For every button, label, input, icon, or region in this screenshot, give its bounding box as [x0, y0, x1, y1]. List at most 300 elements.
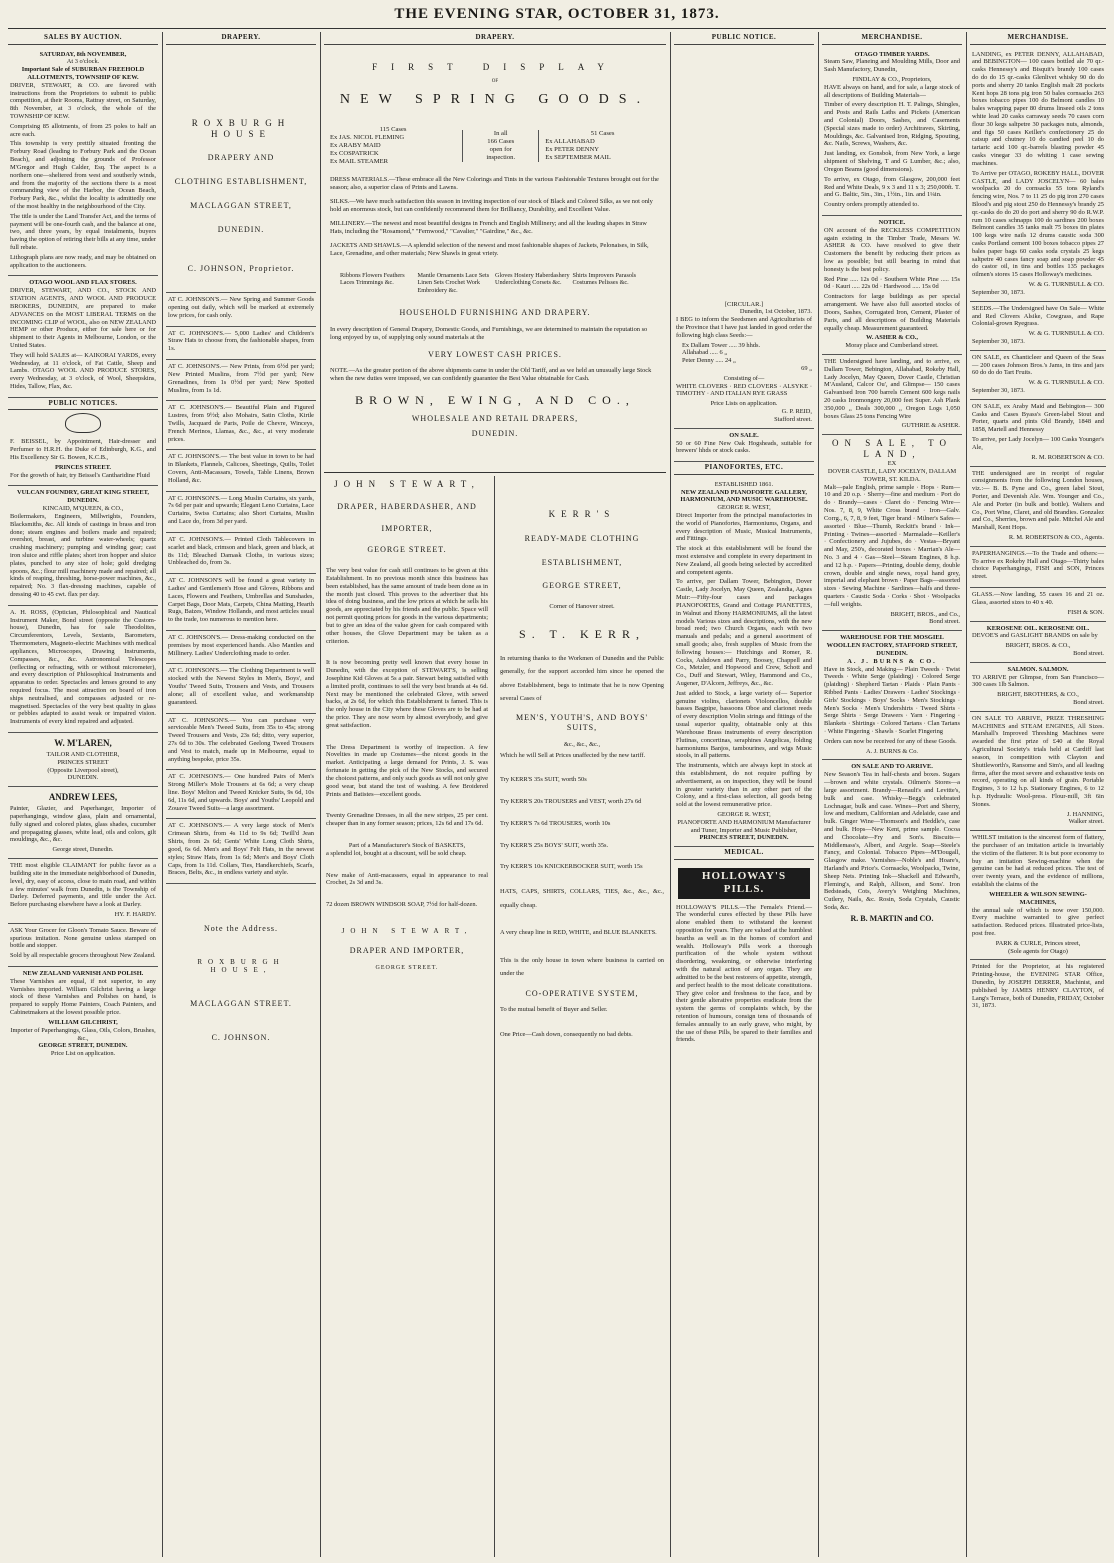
- ad-body: It is now becoming pretty well known that every house in Dunedin, with the exception of STEWART'S, is selling Josephine Kid Gloves at 5s a pair. Stewart being satisfied with a limited profit, continues to sell the very best brands at 4s 6d. Next may be mentioned the celebrated Glove, with sewed backs, at 2s 6d, for which this Establishment is famed. This is the only house in the City where these Gloves are to be had at the price. They are now worn by almost everybody, and give great satisfaction.: [326, 659, 488, 729]
- ad-firm: A. J. BURNS & CO.: [847, 657, 937, 665]
- johnson-item: [166, 293, 316, 326]
- ad-body: This is the only house in town where business is carried on under the: [500, 956, 664, 978]
- section-header: MERCHANDISE.: [822, 32, 962, 45]
- shipment-cell: open for: [489, 145, 512, 153]
- ad-sub: Consisting of—: [723, 374, 765, 382]
- ad-body: AT C. JOHNSON'S.— The Clothing Department is well stocked with the Newest Styles in Men's, Boys', and Youths' Tweed Suits, Trousers and Vests, and Trousers alone; all of excellent value, and workmanship guaranteed.: [168, 667, 314, 706]
- section-header: SALES BY AUCTION.: [8, 32, 158, 45]
- ad-body: To arrive, ex Otago, from Glasgow, 200,000 feet Red and White Deals, 9 x 3 and 11 x 3; 250,000ft. T. and G. Baltic, 5in., 3in., 1½in., 1in. and 1¼in.: [824, 175, 960, 199]
- ad-body: New make of Anti-macassers, equal in appearance to real Crochet, 2s 3d and 3s.: [326, 871, 488, 887]
- timber-overflow-space: [674, 48, 814, 298]
- ad-sub: ESTABLISHED 1861.: [714, 480, 774, 488]
- ad-town: DUNEDIN.: [67, 774, 99, 782]
- ad-sub: READY-MADE CLOTHING: [524, 533, 640, 543]
- ad-body: Lithograph plans are now ready, and may be obtained on application to the auctioneers.: [10, 253, 156, 269]
- section-header: PIANOFORTES, ETC.: [674, 462, 814, 475]
- seed-list: [682, 342, 812, 373]
- johnson-item: [166, 770, 316, 819]
- ad-body: AT C. JOHNSON'S will be found a great variety in Ladies' and Gentlemen's Hose and Gloves, Ribbons and Laces, Flowers and Feathers, Umbrellas and Sunshades, Carpet Bags, Door Mats, Carpets, China Matting, Hearth Rugs, Baizes, Window Hollands, and most articles usual to the trade, too numerous to mention here.: [168, 577, 314, 624]
- column-kerr: [498, 476, 666, 1557]
- ad-body: WHILST imitation is the sincerest form of flattery, the purchaser of an imitation article is invariably the victim of the flatterer. It is but poor economy to buy an imitation Sewing-machine when the genuine can be had at reduced prices. The test of over twenty years, and the evidence of millions, establish the claims of the: [972, 834, 1104, 889]
- shipment-cell: Ex MAIL STEAMER: [330, 157, 388, 165]
- ad-kerosene: [970, 622, 1106, 663]
- ad-robertson-agents: [970, 467, 1106, 547]
- johnson-item: [166, 492, 316, 533]
- shipment-cell: 115 Cases: [379, 125, 407, 133]
- ad-body: ON SALE, ex Araby Maid and Bebington— 300 Casks and Cases Byass's Green-label Stout and Porter, quarts and pints Old Brandy, 1848 and 1858, Martell and Hennessy: [972, 402, 1104, 434]
- ad-body: Timber of every description H. T. Palings, Shingles, and Posts and Rails Laths and Pickets (American and Colonial) Doors, Sashes, and Casements (Special sizes made to order) Architraves, Skirting, Mouldings, &c. Galvanised Iron, Ridging, Spouting, &c. Nails, Screws, Washers, &c.: [824, 101, 960, 148]
- ad-body: One Price—Cash down, consequently no bad debts.: [500, 1031, 633, 1039]
- ad-street: PRINCES STREET: [57, 758, 109, 766]
- column-rule: [818, 32, 819, 1557]
- ad-title: OTAGO WOOL AND FLAX STORES.: [29, 279, 137, 287]
- ad-robertson-stout: [970, 400, 1106, 467]
- column-rule: [670, 32, 671, 1557]
- ad-kew-allotments: [8, 48, 158, 277]
- column-rule: [494, 476, 495, 1557]
- ad-body: THE Undersigned have landing, and to arrive, ex Dallam Tower, Bebington, Allahabad, Rokeby Hall, Lady Jocelyn, May Queen, Dover Castle, Christian M'Ausland, Calcor Ou', and Glimpse— 150 cases Galvanised Iron 700 barrels Cement 600 kegs nails 20 casks Ironmongery 20,000 feet Super. Ash Plank 350,000 ,, Deals 300,000 ,, Oregon Logs 1,050 boxes Glass 25 tons Fencing Wire: [824, 357, 960, 420]
- ad-title: OTAGO TIMBER YARDS.: [854, 50, 930, 58]
- ad-body: SILKS.—We have much satisfaction this season in inviting inspection of our stock of Black and Colored Silks, as we not only hold an enormous stock, but can confidently recommend them for Brilliancy, Durability, and Excellent Value.: [330, 197, 653, 213]
- ad-firm: GEORGE R. WEST,: [717, 504, 771, 512]
- ad-sign: GEORGE R. WEST,: [717, 811, 771, 818]
- ad-sign: DRAPER AND IMPORTER,: [349, 945, 465, 955]
- ad-turnbull-landing: [970, 48, 1106, 302]
- ad-sub: EX: [887, 460, 897, 468]
- ad-hogsheads: [674, 429, 814, 462]
- ad-body: the annual sale of which is now over 150,000. Every machine warranted to give perfect satisfaction. Reduced prices. Illustrated price-lists, post free.: [972, 906, 1104, 937]
- ad-ross-optician: [8, 606, 158, 733]
- ad-street: Stafford street.: [774, 415, 812, 423]
- ad-andrew-lees: [8, 787, 158, 859]
- ad-street: Moray place and Cumberland street.: [845, 342, 939, 350]
- ad-body: Comprising 85 allotments, of from 25 poles to half an acre each.: [10, 122, 156, 138]
- ad-body: Twenty Grenadine Dresses, in all the new stripes, 25 per cent. cheaper than in any former season; prices, 12s 6d and 17s 6d.: [326, 812, 488, 828]
- ad-body: Boilermakers, Engineers, Millwrights, Founders, Blacksmiths, &c. All kinds of castings in brass and iron done; steam engines and boilers made and repaired; overshot, breast, and turbine water-wheels; quartz crushing machinery; pumping and winding gear; cast iron sluice and riffle plates; short iron hopper and sluice plates, punched to any size of hole; gold dredging spoons, &c.; flour mill machinery made and repaired; all kinds of reaping, threshing, horse-power machines, &c., repaired; No. 3 flax-dressing machines, capable of dressing 40 to 45 cwt. flax per day.: [10, 512, 156, 598]
- ad-varnish: [8, 967, 158, 1062]
- ad-date: September 30, 1873.: [972, 387, 1025, 395]
- ad-time: At 3 o'clock.: [66, 58, 100, 66]
- ad-title: NEW SPRING GOODS.: [339, 91, 651, 107]
- ad-body: DRIVER, STEWART, & CO. are favored with instructions from the Proprietors to submit to public competition, at their Rooms, Rattray street, on Saturday, 8th November, at 3 o'clock, the whole of the TOWNSHIP OF KEW.: [10, 81, 156, 121]
- ad-sub: GEORGE STREET.: [367, 545, 447, 555]
- ad-body: Direct Importer from the principal manufactories in the world of Pianofortes, Harmoniums, Organs, and every description of Music, Musical Instruments, and Fittings.: [676, 511, 812, 543]
- ad-body: Just added to Stock, a large variety of— Superior genuine violins, clarionets Violoncellos, double basses Bagpipe, bassoons Oboe and clarionet reeds of every description Violin strings and fittings of the usual superior quality, obtainable only at this Warehouse Brass instruments of every description Flutinas, concertinas, seraphines Angelicas, folding harmoniums Banjos, tambourines, and wigs Music stools, in all patterns.: [676, 689, 812, 760]
- ad-sign: PIANOFORTE AND HARMONIUM Manufacturer and Tuner, Importer and Music Publisher,: [677, 818, 811, 834]
- ad-body: TO ARRIVE per Glimpse, from San Francisco— 300 cases 1lb Salmon.: [972, 673, 1104, 689]
- ad-price-line: Try KERR'S 10s KNICKERBOCKER SUIT, worth 15s: [500, 863, 643, 871]
- seed-row: 69 „: [801, 365, 812, 373]
- ad-body: New Season's Tea in half-chests and boxes. Sugars—brown and white crystals. Oilmen's Stores—a large assortment. Brandy—Renault's and Levitte's, bulk and case. Whisky—Begg's celebrated Lochnagar, bulk and case. Wines—Port and Sherry, low and medium, Californian and Adelaide, case and bulk. Ginger Wine—Thomson's and Heddle's, case and bulk. Hops—New Kent, prime sample. Cocoa and Chocolate—Fry and Son's. Biscuits—Middlemass's, Albert, and Argyle. Soap—Steele's Fancy, and Colonial. Tobacco Pipes—M'Dougall, Glasgow make. Varnishes—Noble's and Hoare's, Harland's and Price's. Cornsacks, Woolpacks, Twine, Sheep Nets. Printing Ink—Shackell and Edward's, Fleming's, and Ralph, Allison, and Sons'. Iron Bedsteads, Cots, Avery's Weighing Machines, Cutlery, Nails, &c. Rosin, Soda Crystals, Caustic Soda, &c.: [824, 771, 960, 912]
- ad-subhead: MEN'S, YOUTH'S, AND BOYS' SUITS,: [516, 713, 648, 733]
- ad-title: SALMON. SALMON.: [1007, 665, 1069, 673]
- ad-body: GLASS.—Now landing, 55 cases 16 and 21 oz. Glass, assorted sizes to 40 x 40.: [972, 591, 1104, 606]
- ad-body: AT C. JOHNSON'S.— Long Muslin Curtains, six yards, 7s 6d per pair and upwards; Elegant Leno Curtains, Lace Curtains, Swiss Curtains; also Short Curtains, Muslin and Lace do, from 3d per yard.: [168, 494, 314, 526]
- column-merchandise-2: [970, 32, 1106, 1557]
- ad-body: The instruments, which are always kept in stock at this establishment, do not require puffing by advertisement, as on inspection, they will be found in greater variety than in any other part of the Colony, and a first-class selection, all goods being sold at the lowest remunerative price.: [676, 762, 812, 809]
- ad-sub: DRAPER, HABERDASHER, AND: [337, 501, 477, 511]
- ad-timber-yards: [822, 48, 962, 216]
- ad-vulcan-foundry: [8, 486, 158, 605]
- ad-body: AT C. JOHNSON'S.— Dress-making conducted on the premises by most experienced hands. Also Mantles and Millinery. Ladies' Underclothing made to order.: [168, 634, 314, 657]
- johnson-item: [166, 631, 316, 664]
- ad-martin-co: [822, 760, 962, 927]
- ad-subhead: HOUSEHOLD FURNISHING AND DRAPERY.: [399, 308, 591, 318]
- ad-holloway: [674, 863, 814, 1050]
- ad-price-line: Try KERR'S 25s BOYS' SUIT, worth 35s.: [500, 841, 609, 849]
- column-rule: [162, 32, 163, 1557]
- ad-sign: C. JOHNSON, Proprietor.: [187, 264, 295, 274]
- ad-sign: HY. F. HARDY.: [114, 910, 156, 918]
- ad-town: DUNEDIN.: [217, 224, 265, 234]
- shipment-cell: Ex PETER DENNY: [545, 145, 600, 153]
- ad-body: ON SALE, ex Chanticleer and Queen of the Seas— 200 cases Johnson Bros.'s Jams, in tins and jars 60 do do do Tart Fruits.: [972, 353, 1104, 377]
- ad-body: Orders can now be received for any of these Goods.: [824, 737, 957, 745]
- ad-street: Bond street.: [1073, 699, 1104, 707]
- ad-body: AT C. JOHNSON'S.— One hundred Pairs of Men's Strong Miller's Mole Trousers at 6s 6d; a very cheap line. Boys' Melton and Tweed Knicker Suits, 9s 6d, 10s 6d, 11s 6d, and upwards. Boys' and Youths' Leopold and Zouave Tweed Suits—a large assortment.: [168, 773, 314, 812]
- seed-row: Allahabad ..... 6 „: [682, 349, 728, 357]
- section-rule: [324, 472, 666, 473]
- ad-body: &c., &c., &c.,: [563, 740, 601, 748]
- ad-address: ROXBURGH HOUSE,: [197, 957, 285, 975]
- ad-sign: R. M. ROBERTSON & CO.: [1031, 453, 1104, 461]
- ad-body: In returning thanks to the Workmen of Dunedin and the Public generally, for the support accorded him since he opened the above Establishment, begs to intimate that he is now Opening several Cases of: [500, 654, 664, 703]
- ad-title: BROWN, EWING, AND CO.,: [355, 392, 635, 407]
- ad-sign: JOHN STEWART,: [341, 927, 473, 936]
- ad-title: Important Sale of SUBURBAN FREEHOLD ALLOTMENTS, TOWNSHIP OF KEW.: [21, 66, 145, 81]
- ad-body: F. BEISSEL, by Appointment, Hair-dresser and Perfumer to H.R.H. the Duke of Edinburgh, K.G., and His Excellency Sir G. Bowen, K.C.B.,: [10, 438, 156, 461]
- ad-sign: J. HANNING,: [1066, 810, 1104, 818]
- ad-body: Which he will Sell at Prices unaffected by the new tariff.: [500, 751, 646, 759]
- ad-sign: FISH & SON.: [1067, 608, 1104, 616]
- ad-asher-notice: [822, 216, 962, 355]
- royal-crest-icon: [65, 413, 101, 433]
- ad-price-line: Try KERR'S 35s SUIT, worth 50s: [500, 776, 587, 784]
- printer-imprint: [970, 960, 1106, 1013]
- column-sales-by-auction: [8, 32, 158, 1557]
- ad-body: HATS, CAPS, SHIRTS, COLLARS, TIES, &c., &c., &c., equally cheap.: [500, 888, 664, 909]
- column-john-stewart: [324, 476, 490, 1557]
- shipment-cell: Ex SEPTEMBER MAIL: [545, 153, 611, 161]
- ad-sub: CLOTHING ESTABLISHMENT,: [174, 177, 308, 187]
- ad-street: Walker street.: [1068, 818, 1104, 826]
- ad-wheeler-wilson: [970, 831, 1106, 960]
- ad-body: AT C. JOHNSON'S.— You can purchase very serviceable Men's Tweed Suits, from 35s to 45s; strong Tweed Trousers and Vests, 23s 6d; ditto, very superior, 27s 6d to 30s. The celebrated Geelong Tweed Trousers and Vest to match, made up in Melbourne, equal to anything bespoke, price 35s.: [168, 716, 314, 763]
- ad-body: NOTE.—As the greater portion of the above shipments came in under the Old Tariff, and as we held an unusually large Stock when the new duties were imposed, we can confidently guarantee the Best Value obtainable for Cash.: [330, 367, 652, 383]
- ad-street: PRINCES STREET, DUNEDIN.: [699, 834, 789, 842]
- section-header: DRAPERY.: [324, 32, 666, 45]
- ad-sub: (Sole agents for Otago): [1008, 947, 1068, 955]
- shipment-cell: 166 Cases: [487, 137, 515, 145]
- ad-street: Bond street.: [929, 618, 960, 626]
- ad-sign: W. & G. TURNBULL & CO.: [1028, 330, 1104, 338]
- ad-sub: GEORGE STREET,: [542, 581, 622, 591]
- ad-sign: G. P. REID,: [781, 408, 812, 416]
- ad-sign: WILLIAM GILCHRIST,: [48, 1018, 118, 1026]
- ad-sub: WHOLESALE AND RETAIL DRAPERS,: [411, 413, 579, 423]
- johnson-item: [166, 574, 316, 631]
- ad-body: To the mutual benefit of Buyer and Seller.: [500, 1006, 608, 1014]
- section-header: MEDICAL.: [674, 847, 814, 860]
- ad-sign: GEORGE STREET.: [375, 965, 439, 972]
- ad-subhead: VERY LOWEST CASH PRICES.: [428, 349, 562, 359]
- ad-sign: C. JOHNSON.: [211, 1032, 271, 1042]
- ad-salmon: [970, 663, 1106, 712]
- ad-body: SEEDS.—The Undersigned have On Sale— White and Red Clovers Alsike, Cowgrass, and Rape Colonial-grown Ryegrass.: [972, 304, 1104, 328]
- ad-sub: Price List on application.: [50, 1050, 116, 1058]
- ad-sub: OF: [491, 78, 499, 84]
- ad-kerr: [498, 476, 666, 1048]
- shipment-cell: Ex JAS. NICOL FLEMING: [330, 133, 405, 141]
- ad-body: AT C. JOHNSON'S.— New Spring and Summer Goods opening out daily, which will be marked at extremely low prices, for cash only.: [168, 296, 314, 319]
- ad-firm: FINDLAY & CO., Proprietors,: [852, 75, 932, 83]
- ad-date: Dunedin, 1st October, 1873.: [739, 308, 812, 316]
- ad-street: GEORGE STREET, DUNEDIN.: [38, 1042, 128, 1050]
- ad-price-line: Try KERR'S 7s 6d TROUSERS, worth 10s: [500, 819, 611, 827]
- ad-body: Just landing, ex Gonsbok, from New York, a large shipment of Shelving, T and G Lumber, &c.; also, Oregon Beams (good dimensions).: [824, 150, 960, 173]
- ad-glass: [970, 588, 1106, 621]
- ad-body: Contractors for large buildings as per special arrangement. We have also full assorted stocks of Doors, Sashes, Corrugated Iron, Cement, Plaster of Paris, and all descriptions of Building Materials equally cheap. Measurement guaranteed.: [824, 293, 960, 332]
- ad-sub: Importer of Paperhangings, Glass, Oils, Colors, Brushes, &c.,: [10, 1026, 156, 1042]
- ad-body: This township is very prettily situated fronting the Forbury Road (leading to Forbury Park and the Ocean Beach), and adjoining the grounds of Professor M'Gregor and Hugh Calder, Esq. The aspect is a northern one—sheltered from west and southerly winds, and from the majority of the sections there is a most commanding view of the Harbor, the Ocean Beach, Forbury Park, &c., whilst the locality is admittedly one of the most healthy in the neighbourhood of the City.: [10, 140, 156, 210]
- ad-title: NOTICE.: [878, 218, 906, 226]
- ad-sign: PARK & CURLE, Princes street,: [995, 939, 1081, 947]
- ad-title: FIRST DISPLAY: [372, 61, 618, 72]
- column-drapery-brown-ewing: [324, 32, 666, 472]
- masthead-rule: [8, 28, 1106, 29]
- ad-guthrie-asher: [822, 355, 962, 435]
- ad-turnbull-seeds: [970, 302, 1106, 351]
- ad-title: ANDREW LEES,: [48, 792, 118, 803]
- ad-sub: DOVER CASTLE, LADY JOCELYN, DALLAM TOWER, ST. KILDA.: [827, 468, 957, 483]
- ad-roxburgh-house: [166, 48, 316, 294]
- ad-wool-flax-stores: [8, 276, 158, 397]
- ad-body: The stock at this establishment will be found the most extensive and complete in every department in New Zealand, all goods being selected by accredited and competent agents.: [676, 545, 812, 576]
- ad-body: 72 dozen BROWN WINDSOR SOAP, 7½d for half-dozen.: [326, 901, 478, 909]
- ad-body: WHITE CLOVERS · RED CLOVERS · ALSYKE · TIMOTHY · AND ITALIAN RYE GRASS: [676, 382, 812, 398]
- ad-body: They will hold SALES at— KAIKORAI YARDS, every Wednesday, at 11 o'clock, of Fat Cattle, Sheep and Lambs. OTAGO WOOL AND PRODUCE STORES, every Wednesday, at 3 o'clock, of Wool, Sheepskins, Hides, Tallow, Flax, &c.: [10, 351, 156, 391]
- ad-body: LANDING, ex PETER DENNY, ALLAHABAD, and BEBINGTON— 100 cases bottled ale 70 qr.-casks Hennessy's and Bisquit's brandy 100 cases do do do 15 qr.-casks Glenlivet whisky 90 do do ports and sherry 20 tanks English malt 28 pockets Kent hops 28 tons pig iron 50 bales cornsacks 263 boxes tobacco pipes 100 do Belmont candles 10 bales wrapping paper 80 drums linseed oils 2 tons white lead 20 casks carraway seeds 70 cases corn flour 30 kegs saltpetre 30 packages nuts, almonds, and figs 50 cases Keiller's confectionery 25 do catsup and chutney 10 do candied peel 10 do tartaric acid 100 qr.-barrels blasting powder 45 casks vinegar 33 do whiting 1 case sewing machines.: [972, 50, 1104, 167]
- ad-title: KERR'S: [548, 509, 616, 519]
- ad-note: Note the Address.: [203, 924, 279, 934]
- shipment-cell: 51 Cases: [590, 129, 615, 137]
- ad-body: DRESS MATERIALS.—These embrace all the New Colorings and Tints in the various Fashionable Textures brought out for the season; also, a superior class of Prints and Lawns.: [330, 175, 659, 191]
- ad-sub: Steam Saw, Planeing and Moulding Mills, Door and Sash Manufactory, Dunedin,: [824, 58, 960, 74]
- goods-column: Ribbons Flowers Feathers Laces Trimmings &c.: [340, 271, 405, 287]
- ad-body: The Dress Department is worthy of inspection. A few Novelties in made up Costumes—the nicest goods in the market. Anticipating a large demand for Prints, J. S. was fortunate in getting the pick of the New Stocks, and secured the choicest patterns, and only such goods as will not only give good wear, but stand the test of washing. A few Broidered Prints and Batistes—excellent goods.: [326, 743, 488, 798]
- goods-column: Shirts Improvers Parasols Costumes Pelisses &c.: [572, 271, 637, 287]
- ad-body: Country orders promptly attended to.: [824, 201, 919, 209]
- ad-body: To Arrive per OTAGO, ROKEBY HALL, DOVER CASTLE, and LADY JOSCELYN— 60 bales woolpacks 20 do cornsacks 55 tons Ryland's fencing wire, Nos. 7 to 11 25 do pig iron 270 cases Blood's and pig stout 250 do Hennessy's brandy 25 qr.-casks do do 20 do port and sherry 90 do R.W.P. rum 10 cases schnapps 100 do sardines 200 boxes Belmont candles 35 tanks malt 75 boxes tin plates 100 kegs wire nails 12 drums caustic soda 300 casks Portland cement 100 boxes tobacco pipes 27 bales paper bags 60 casks soda crystals 25 kegs saltpetre 40 cases fancy soap and soap powder 45 do castor oil, in tins and bottles 135 packages oilmen's stores 15 cases Holloway's medicines.: [972, 169, 1104, 279]
- ad-date: September 30, 1873.: [972, 288, 1025, 296]
- ad-title: S. T. KERR,: [519, 627, 645, 642]
- ad-sub: ESTABLISHMENT,: [541, 557, 623, 567]
- goods-column: Gloves Hosiery Haberdashery Underclothing Corsets &c.: [495, 271, 570, 287]
- ad-body: The very best value for cash still continues to be given at this Establishment. In no previous month since this business has been established, has the same amount of trade been done as in the month just closed. This proves to the advertiser that his idea of doing business, and the low prices at which he sells his goods, are appreciated by his friends and the public. Space will not permit quoting prices for goods in the various departments; but to give an idea of the value given for cash compared with other houses, the Glove Department may be taken as a criterion.: [326, 567, 488, 645]
- ad-body: DRIVER, STEWART, AND CO., STOCK AND STATION AGENTS, AND WOOL AND PRODUCE BROKERS, DUNEDIN, are prepared to make ADVANCES on the MOST LIBERAL TERMS on the INCOMING CLIP of WOOL, also on NEW ZEALAND HEMP or other Produce, either for sale here or for shipment to their Agents in Melbourne, London, or the United States.: [10, 287, 156, 349]
- ad-body: HOLLOWAY'S PILLS.—The Female's Friend.—The wonderful cures effected by these Pills have alone enabled them to withstand the keenest opposition for years. They are valued at the humblest hearths as well as in the homes of comfort and wealth. Holloway's Pills work a thorough purification of the whole system without disordering, weakening, or otherwise interfering with the natural action of any organ. They are admitted to be the best restorers of appetite, strength, and perfect health to the most delicate constitutions. They give color and freshness to the face, and by their gentle alterative properties eradicate from the system the germs of complaints which, by the retention of humours, consign tens of thousands of females annually to an early grave, who might, by the use of these Pills, be spared to their families and friends.: [676, 903, 813, 1044]
- holloway-banner: HOLLOWAY'S PILLS.: [676, 866, 812, 901]
- ad-bright-bros: [822, 435, 962, 631]
- ad-body: HAVE always on hand, and for sale, a large stock of all descriptions of Building Materials—: [824, 83, 960, 99]
- ad-body: These Varnishes are equal, if not superior, to any Varnishes imported. William Gilchrist having a large stock of these Varnishes and Polishes on hand, is prepared to supply Home Painters, Coach Painters, and Cabinetmakers at the lowest possible price.: [10, 977, 156, 1017]
- ad-street: Bond street.: [1073, 649, 1104, 657]
- ad-body: Red Pine ..... 12s 0d · Southern White Pine ..... 15s 0d · Kauri ..... 22s 0d · Hardwood ..... 15s 0d: [824, 275, 960, 291]
- ad-title: W. M'LAREN,: [54, 738, 112, 748]
- ad-seed-circular: [674, 298, 814, 429]
- ad-body: Part of a Manufacturer's Stock of BASKETS,: [348, 841, 466, 849]
- ad-body: For the growth of hair, try Beissel's Cantharidine Fluid: [10, 471, 150, 479]
- ad-town: DUNEDIN.: [471, 429, 519, 439]
- shipment-cell: Ex ARABY MAID: [330, 141, 381, 149]
- ad-sub: Corner of Hanover street.: [549, 603, 615, 611]
- ad-body: ON SALE TO ARRIVE, PRIZE THRESHING MACHINES and STEAM ENGINES, All Sizes. Marshall's Improved Threshing Machines were awarded the first prize of £40 at the Royal Agricultural Society's trials held at Cardiff last season, in competition with Clayton and Shuttleworth's, Ransome and Sim's, and all leading firms, after the most severe and exhaustive tests on record, operating on all kinds of grain. Portable Engines, 3 to 12 h.p. Stationary Engines, 6 to 12 h.p. Hydraulic Wool-press. Flour-mill, 3ft 6in Stones.: [972, 714, 1104, 808]
- ad-price-line: Try KERR'S 20s TROUSERS and VEST, worth 27s 6d: [500, 798, 642, 806]
- ad-body: ASK Your Grocer for Gloon's Tomato Sauce. Beware of spurious imitation. None genuine unless stamped on bottle and stopper.: [10, 926, 156, 950]
- ad-title: JOHN STEWART,: [334, 479, 480, 489]
- ad-street: George street, Dunedin.: [52, 846, 114, 854]
- ad-title: ROXBURGH HOUSE: [191, 117, 291, 139]
- section-header: DRAPERY.: [166, 32, 316, 45]
- ad-date: SATURDAY, 8th NOVEMBER,: [39, 50, 127, 58]
- ad-sign: W. & G. TURNBULL & CO.: [1028, 379, 1104, 387]
- ad-sub: TAILOR AND CLOTHIER,: [46, 750, 120, 758]
- column-rule: [966, 32, 967, 1557]
- ad-title: ON SALE.: [729, 431, 759, 439]
- section-header: PUBLIC NOTICES.: [8, 398, 158, 411]
- ad-body: A. H. ROSS, (Optician, Philosophical and Nautical Instrument Maker, Bond street (opposite the Custom-house), Dunedin, has for sale Theodolites, Circumferentors, Levels, Sextants, Barometers, Thermometers, Magneto-electric Machines with medical appliances, Microscopes, Drawing Instruments, Compasses, &c., &c. Astronomical Telescopes (reflecting or refracting, with or without micrometer), and every description of Philosophical Instruments and apparatus to order. Spectacles and lenses ground to any required focus. The most attraction on board of iron ships neutralised, and compasses adjusted or re-magnetised. Spectacles of the very best quality in glass or pebbles adapted to assist weak or impaired vision. Instruments of every kind repaired and adjusted.: [10, 608, 156, 726]
- johnson-item: [166, 819, 316, 884]
- ad-sign: W. ASHER & CO.,: [866, 334, 918, 342]
- ad-street: PRINCES STREET.: [55, 463, 111, 471]
- ad-beissel: [8, 435, 158, 486]
- ad-body: I BEG to inform the Seedsmen and Agriculturists of the Province that I have just landed in good order the following high class Seeds:—: [676, 316, 812, 339]
- johnson-item: [166, 360, 316, 401]
- ad-sign: W. & G. TURNBULL & CO.: [1028, 281, 1104, 289]
- shipment-cell: Ex COSPATRICK: [330, 149, 379, 157]
- ad-body: Malt—pale English, prime sample · Hops · Rum—10 and 20 o.p. · Sherry—fine and medium · Port do do · Brandy—cases · Claret do · Fencing Wire—Nos. 7, 8, 9, White Cross brand · Iron—Galv. Corrg., 6, 7, 8, 9 feet, Tiger brand · Milner's Safes—assorted · Blue—Thumb, Reckitt's brand · Ink—Printing · Twines—assorted · Marmalade—Keiller's · Confectionery and Jujubes, do · Vestas—Bryant and May, 250's, decorated boxes · Marrian's Ale—No. 3 and 4 · Gas—Steel—Steam Engines, 8 h.p. and 12 h.p. · Papers—Printing, double demy, double crown, double and single news, royal hand grey, imperial and elephant brown · Paper Bags—assorted sizes · Sewing Machine · Sardines—halfs and three-quarters · Caustic Soda · Corks · Shot · Woolpacks—full weights.: [824, 483, 960, 608]
- column-drapery-roxburgh: [166, 32, 316, 1557]
- ad-body: MILLINERY.—The newest and most beautiful designs in French and English Millinery; and all the leading shapes in Straw Hats, including the "Rosamond," "Fernwood," "Cavalier," "Gairdine," &c., &c.: [330, 219, 647, 235]
- ad-threshing-machines: [970, 712, 1106, 831]
- ad-body: THE undersigned are in receipt of regular consignments from the following London houses, viz.:— B. B. Pyne and Co., green label Stout, Porter, and Devenish Ale. Wm. Younger and Co., Ale and Porter (in bulk and bottle). Walters and Co., Port Wine, Claret, and old Brandies. Gonzalez and Co., Sherries, brown and pale. Mitchel Ale and Marshall, Kent Hops.: [972, 469, 1104, 532]
- johnson-item-list: [166, 293, 316, 884]
- ad-sign: BRIGHT, BROS., and Co.,: [890, 610, 960, 618]
- ad-sub: IMPORTER,: [381, 523, 433, 533]
- ad-address: MACLAGGAN STREET.: [190, 998, 292, 1008]
- goods-list: [340, 272, 650, 295]
- ad-roxburgh-address: [166, 884, 316, 1046]
- johnson-item: [166, 401, 316, 450]
- ad-title: [CIRCULAR.]: [724, 300, 764, 308]
- ad-sign: A. J. BURNS & Co.: [865, 747, 919, 755]
- ad-sign: BRIGHT, BROTHERS, & CO.,: [997, 691, 1079, 699]
- column-public-notice: [674, 32, 814, 1557]
- seed-row: Peter Denny ..... 24 „: [682, 357, 736, 365]
- ad-body: The title is under the Land Transfer Act, and the terms of payment will be one-fourth cash, and the balance at one, two, and three years, by equal instalments, buyers having the option of retiring their bills at any time, under full rebate.: [10, 212, 156, 252]
- ad-brown-ewing: [324, 48, 666, 444]
- ad-body: DEVOE'S and GASLIGHT BRANDS on sale by: [972, 632, 1098, 640]
- ad-body: AT C. JOHNSON'S.— 5,000 Ladies' and Children's Straw Hats to choose from, the fashionable shapes, from 1s.: [168, 329, 314, 353]
- ad-turnbull-jams: [970, 351, 1106, 400]
- ad-sign: BRIGHT, BROS. & CO.,: [1005, 642, 1071, 650]
- shipment-cell: In all: [493, 129, 508, 137]
- imprint-text: Printed for the Proprietor, at his registered Printing-house, the EVENING STAR Office, Dunedin, by JOSEPH DERRER, Machinist, and published by JAMES HENRY CLAYTON, of Lang's Terrace, both of Dunedin, FRIDAY, October 31, 1873.: [972, 963, 1104, 1010]
- ad-sub: Price Lists on application.: [710, 400, 778, 408]
- ad-title: WAREHOUSE FOR THE MOSGIEL WOOLLEN FACTORY, STAFFORD STREET, DUNEDIN.: [826, 634, 958, 657]
- ad-title: VULCAN FOUNDRY, GREAT KING STREET, DUNEDIN.: [17, 489, 149, 505]
- shipments-table: [330, 126, 660, 166]
- johnson-item: [166, 450, 316, 491]
- ad-body: AT C. JOHNSON'S.— Printed Cloth Tablecovers in scarlet and black, crimson and black, green and black, at 8s 11d; Bleached Damask Cloths, in various sizes; Unbleached do, from 3s.: [168, 535, 314, 567]
- shipment-cell: inspection.: [486, 153, 516, 161]
- ad-body: JACKETS AND SHAWLS.—A splendid selection of the newest and most fashionable shapes of Jackets, Pelonaises, in Silk, Lace, Grenadine, and other materials; New Shawls in great vriety.: [330, 241, 649, 257]
- ad-title: ON SALE, TO LAND,: [832, 438, 952, 460]
- johnson-item: [166, 714, 316, 771]
- ad-darley: [8, 859, 158, 924]
- ad-body: In every description of General Drapery, Domestic Goods, and Furnishings, we are determined to maintain the reputation so long enjoyed by us, of supplying only sound materials at the: [330, 325, 648, 341]
- section-header: MERCHANDISE.: [970, 32, 1106, 45]
- ad-subhead: CO-OPERATIVE SYSTEM,: [525, 988, 639, 998]
- ad-paperhangings: [970, 547, 1106, 588]
- ad-tomato-sauce: [8, 924, 158, 967]
- johnson-item: [166, 533, 316, 574]
- ad-body: AT C. JOHNSON'S.— New Prints, from 6½d per yard; New Printed Muslins, from 7½d per yard; New Grenadines, from 1s 0½d per yard; New Spotted Muslins, from 1s 1d.: [168, 363, 314, 394]
- ad-body: PAPERHANGINGS.—To the Trade and others:—To arrive ex Rokeby Hall and Otago—Thirty bales choice Paperhangings, FISH and SON, Princes street.: [972, 549, 1104, 581]
- ad-body: To arrive, per Lady Jocelyn— 100 Casks Younger's Ale,: [972, 436, 1104, 451]
- ad-title: NEW ZEALAND VARNISH AND POLISH.: [22, 970, 144, 977]
- masthead: THE EVENING STAR, OCTOBER 31, 1873.: [394, 6, 720, 22]
- ad-sub: MACLAGGAN STREET,: [190, 200, 292, 210]
- column-merchandise-1: [822, 32, 962, 1557]
- ad-sign: R. B. MARTIN and CO.: [850, 913, 934, 923]
- ad-firm: KINCAID, M'QUEEN, & CO.,: [42, 505, 124, 513]
- ad-body: AT C. JOHNSON'S.— Beautiful Plain and Figured Lustres, from 9½d; also Mohairs, Satin Cloths, Kirtle Twills, Jacquard de Paris, Poile de Chevre, Winceys, French Merinos, Llamas, &c., &c., at very moderate prices.: [168, 404, 314, 443]
- ad-body: Sold by all respectable grocers throughout New Zealand.: [10, 952, 156, 960]
- goods-column: Mantle Ornaments Lace Sets Linen Sets Crochet Work Embroidery &c.: [417, 271, 490, 294]
- ad-body: Painter, Glazier, and Paperhanger, Importer of paperhangings, window glass, plain and ornamental, fully signed and colored plates, glass shades, cucumber and propagating glasses, white lead, oils and colors, gilt mouldings, &c., &c.: [10, 805, 156, 844]
- ad-body: AT C. JOHNSON'S.— The best value in town to be had in Blankets, Flannels, Calicoes, Sheetings, Quilts, Toilet Covers, Anti-Macassars, Towels, Table Linens, Brown Holland, &c.: [168, 453, 314, 484]
- ad-subhead: WHEELER & WILSON SEWING-MACHINES,: [989, 890, 1087, 906]
- ad-sub: DRAPERY AND: [207, 153, 275, 163]
- ad-sign: R. M. ROBERTSON & CO., Agents.: [1008, 534, 1104, 542]
- section-header: PUBLIC NOTICE.: [674, 32, 814, 45]
- ad-body: AT C. JOHNSON'S.— A very large stock of Men's Crimean Shirts, from 4s 11d to 9s 6d; Twill'd Jean Shirts, from 2s 6d; Gents' White Long Cloth Shirts, good, 6s 6d. Men's and Boys' Felt Hats, in the newest styles; Straw Hats, from 1s 6d; Men's and Boys' Cloth Caps, from 1s 11d. Collars, Ties, Handkerchiefs, Scarfs, Braces, Belts, &c., in endless variety and style.: [168, 822, 314, 877]
- ad-sub: (Opposite Liverpool street),: [47, 766, 119, 774]
- ad-john-stewart: [324, 476, 490, 977]
- ad-body: A very cheap line in RED, WHITE, and BLUE BLANKETS.: [500, 929, 657, 937]
- johnson-item: [166, 327, 316, 360]
- ad-sign: GUTHRIE & ASHER.: [901, 422, 960, 430]
- johnson-item: [166, 664, 316, 713]
- ad-mosgiel-warehouse: [822, 631, 962, 760]
- ad-pianoforte: [674, 478, 814, 848]
- ad-title: KEROSENE OIL. KEROSENE OIL.: [986, 624, 1090, 632]
- ad-title: ON SALE AND TO ARRIVE.: [851, 763, 933, 771]
- ad-body: ON account of the RECKLESS COMPETITION again existing in the Timber Trade, Messrs W. ASHER & CO. have resolved to give their Customers the benefit by reducing their prices as low as possible; but still bearing in mind that honesty is the best policy.: [824, 226, 960, 273]
- ad-date: September 30, 1873.: [972, 337, 1025, 345]
- ad-mlaren-tailor: [8, 733, 158, 787]
- column-rule: [320, 32, 321, 1557]
- ad-body: Have in Stock, and Making— Plain Tweeds · Twist Tweeds · White Serge (plaiding) · Colored Serge (plaiding) · Shepherd Tartan · Plaids · Plain Pants · Ribbed Pants · Ladies' Drawers · Ladies' Stockings · Girls' Stockings · Boys' Socks · Men's Stockings · Men's Socks · Men's Undershirts · Tweed Shirts · Serge Shirts · Serge Drawers · Yarn · Fingering · Blankets · Shirtings · Colored Tartans · Clan Tartans · White Fingering · Shawls · Scarlet Fingering: [824, 665, 960, 736]
- ad-body: To arrive, per Dallam Tower, Bebington, Dover Castle, Lady Jocelyn, May Queen, Zealandia, Agnes Muir:—Fifty-four cases and packages PIANOFORTES, Grand and Cottage PIANETTES, in Walnut and Ebony HARMONIUMS, all the latest models Various sizes and descriptions, with the new broad reed; two Church Organs, each with two manuals and pedals; and a general assortment of small goods; also, fresh supplies of Music from the following houses:— Hutchings and Romer, R. Cocks, Ashdown and Parry, Boosey, Chappell and Co., Metzler, and Hopwood and Crew, Schott and Co., Duff and Stewart, Wiley, Hammond and Co., Augener, D'Alcorn, Jeffreys, &c., &c.: [676, 578, 812, 687]
- seed-row: Ex Dallam Tower ..... 39 hhds.: [682, 341, 761, 349]
- shipment-cell: Ex ALLAHABAD: [545, 137, 595, 145]
- ad-body: 50 or 60 Fine New Oak Hogsheads, suitable for brewers' hhds or stock casks.: [676, 439, 812, 455]
- ad-title: NEW ZEALAND PIANOFORTE GALLERY, HARMONIUM, AND MUSIC WAREHOUSE.: [680, 488, 808, 504]
- ad-body: THE most eligible CLAIMANT for public favor as a building site in the immediate neighborhood of Dunedin, level, dry, easy of access, close to main road, and within a few minutes' walk from Dunedin, is the Township of Darley. Deferred payments, and title under the Act. Before purchasing elsewhere have a look at Darley.: [10, 862, 156, 909]
- ad-body: a splendid lot, bought at a discount, will be sold cheap.: [326, 849, 467, 857]
